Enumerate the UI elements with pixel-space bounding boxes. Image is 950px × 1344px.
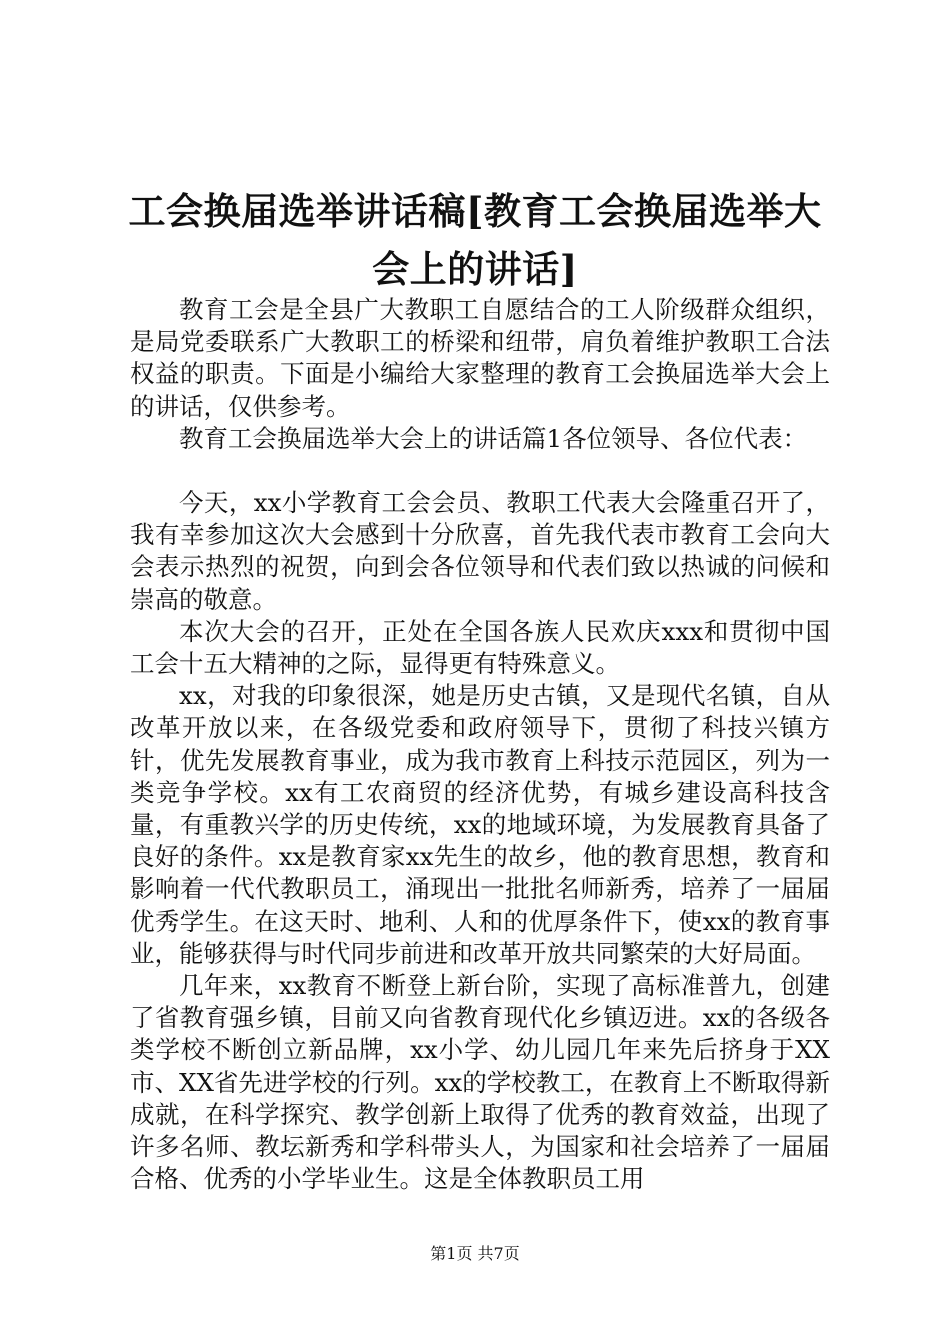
paragraph-significance: 本次大会的召开，正处在全国各族人民欢庆xxx和贯彻中国工会十五大精神的之际，显得更有特殊意义。 [130,616,830,679]
paragraph-intro: 教育工会是全县广大教职工自愿结合的工人阶级群众组织，是局党委联系广大教职工的桥梁和纽带，肩负着维护教职工合法权益的职责。下面是小编给大家整理的教育工会换届选举大会上的讲话，仅供参考。 [130,295,830,421]
paragraph-town-description: xx，对我的印象很深，她是历史古镇，又是现代名镇，自从改革开放以来，在各级党委和政府领导下，贯彻了科技兴镇方针，优先发展教育事业，成为我市教育上科技示范园区，列为一类竞争学校。xx有工农商贸的经济优势，有城乡建设高科技含量，有重教兴学的历史传统，xx的地域环境，为发展教育具备了良好的条件。xx是教育家xx先生的故乡，他的教育思想，教育和影响着一代代教职员工，涌现出一批批名师新秀，培养了一届届优秀学生。在这天时、地利、人和的优厚条件下，使xx的教育事业，能够获得与时代同步前进和改革开放共同繁荣的大好局面。 [130,681,830,968]
paragraph-achievements: 几年来，xx教育不断登上新台阶，实现了高标准普九，创建了省教育强乡镇，目前又向省教育现代化乡镇迈进。xx的各级各类学校不断创立新品牌，xx小学、幼儿园几年来先后挤身于XX市、XX省先进学校的行列。xx的学校教工，在教育上不断取得新成就，在科学探究、教学创新上取得了优秀的教育效益，出现了许多名师、教坛新秀和学科带头人，为国家和社会培养了一届届合格、优秀的小学毕业生。这是全体教职员工用 [130,971,830,1194]
paragraph-speech-heading: 教育工会换届选举大会上的讲话篇1各位领导、各位代表： [179,423,808,453]
paragraph-greeting: 今天，xx小学教育工会会员、教职工代表大会隆重召开了，我有幸参加这次大会感到十分欣喜，首先我代表市教育工会向大会表示热烈的祝贺，向到会各位领导和代表们致以热诚的问候和崇高的敬意。 [130,488,830,614]
document-body [130,294,830,1195]
page-number-footer: 第1页 共7页 [430,1244,520,1263]
document-title: 工会换届选举讲话稿[教育工会换届选举大会上的讲话] [128,189,822,291]
